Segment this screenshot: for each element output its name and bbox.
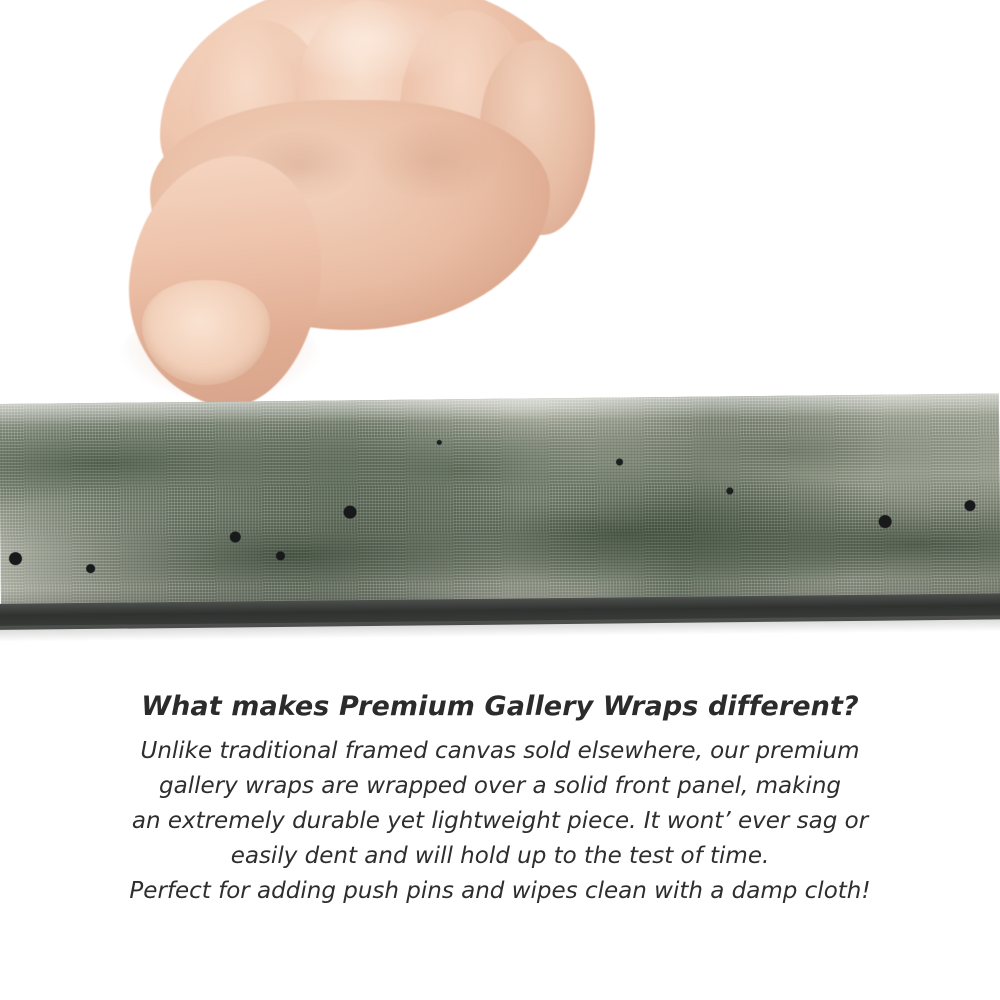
caption-line: Unlike traditional framed canvas sold elsewhere, our premium xyxy=(140,737,860,764)
caption-body xyxy=(0,734,1000,909)
caption-line: Perfect for adding push pins and wipes clean with a damp cloth! xyxy=(129,877,871,904)
hand-illustration xyxy=(120,0,590,430)
knuckle-shadow-right xyxy=(370,120,500,200)
caption-heading: What makes Premium Gallery Wraps different? xyxy=(141,691,859,722)
caption-block xyxy=(0,690,1000,909)
canvas-wrap-edge xyxy=(0,394,1000,619)
caption-line: an extremely durable yet lightweight piece. It wont’ ever sag or xyxy=(131,807,869,834)
caption-line: easily dent and will hold up to the test of time. xyxy=(230,842,770,869)
caption-line: gallery wraps are wrapped over a solid front panel, making xyxy=(159,772,841,799)
